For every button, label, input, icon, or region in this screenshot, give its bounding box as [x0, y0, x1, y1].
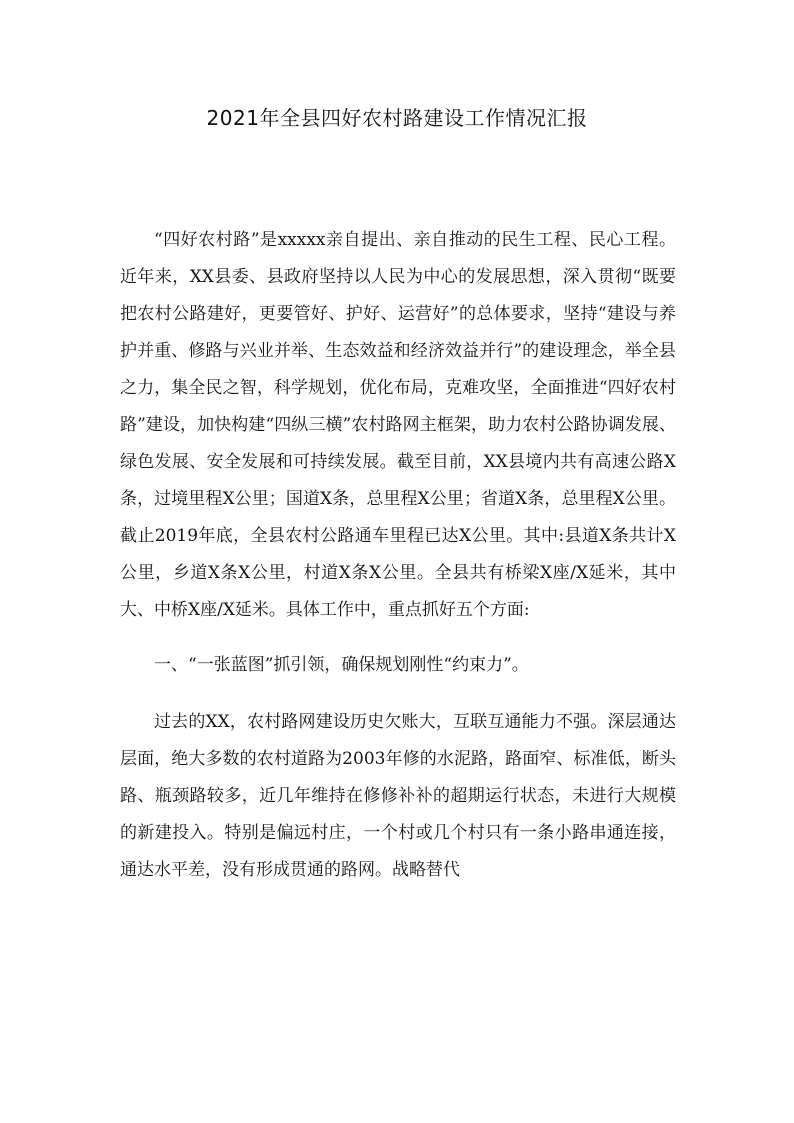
document-body — [120, 222, 676, 889]
document-title: 2021年全县四好农村路建设工作情况汇报 — [206, 106, 588, 130]
section-heading-1: 一、“一张蓝图”抓引领，确保规划刚性“约束力”。 — [154, 655, 529, 675]
intro-paragraph: “四好农村路”是xxxxx亲自提出、亲自推动的民生工程、民心工程。近年来，XX县委、县政府坚持以人民为中心的发展思想，深入贯彻“既要把农村公路建好，更要管好、护好、运营好”的总体要求，坚持“建设与养护并重、修路与兴业并举、生态效益和经济效益并行”的建设理念，举全县之力，集全民之智，科学规划，优化布局，克难攻坚，全面推进“四好农村路”建设，加快构建“四纵三横”农村路网主框架，助力农村公路协调发展、绿色发展、安全发展和可持续发展。截至目前，XX县境内共有高速公路X条，过境里程X公里；国道X条，总里程X公里；省道X条，总里程X公里。截止2019年底，全县农村公路通车里程已达X公里。其中:县道X条共计X公里，乡道X条X公里，村道X条X公里。全县共有桥梁X座/X延米，其中大、中桥X座/X延米。具体工作中，重点抓好五个方面: — [120, 230, 676, 620]
section-paragraph-1: 过去的XX，农村路网建设历史欠账大，互联互通能力不强。深层通达层面，绝大多数的农村道路为2003年修的水泥路，路面窄、标准低，断头路、瓶颈路较多，近几年维持在修修补补的超期运行状态，未进行大规模的新建投入。特别是偏远村庄，一个村或几个村只有一条小路串通连接，通达水平差，没有形成贯通的路网。战略替代 — [120, 712, 676, 880]
